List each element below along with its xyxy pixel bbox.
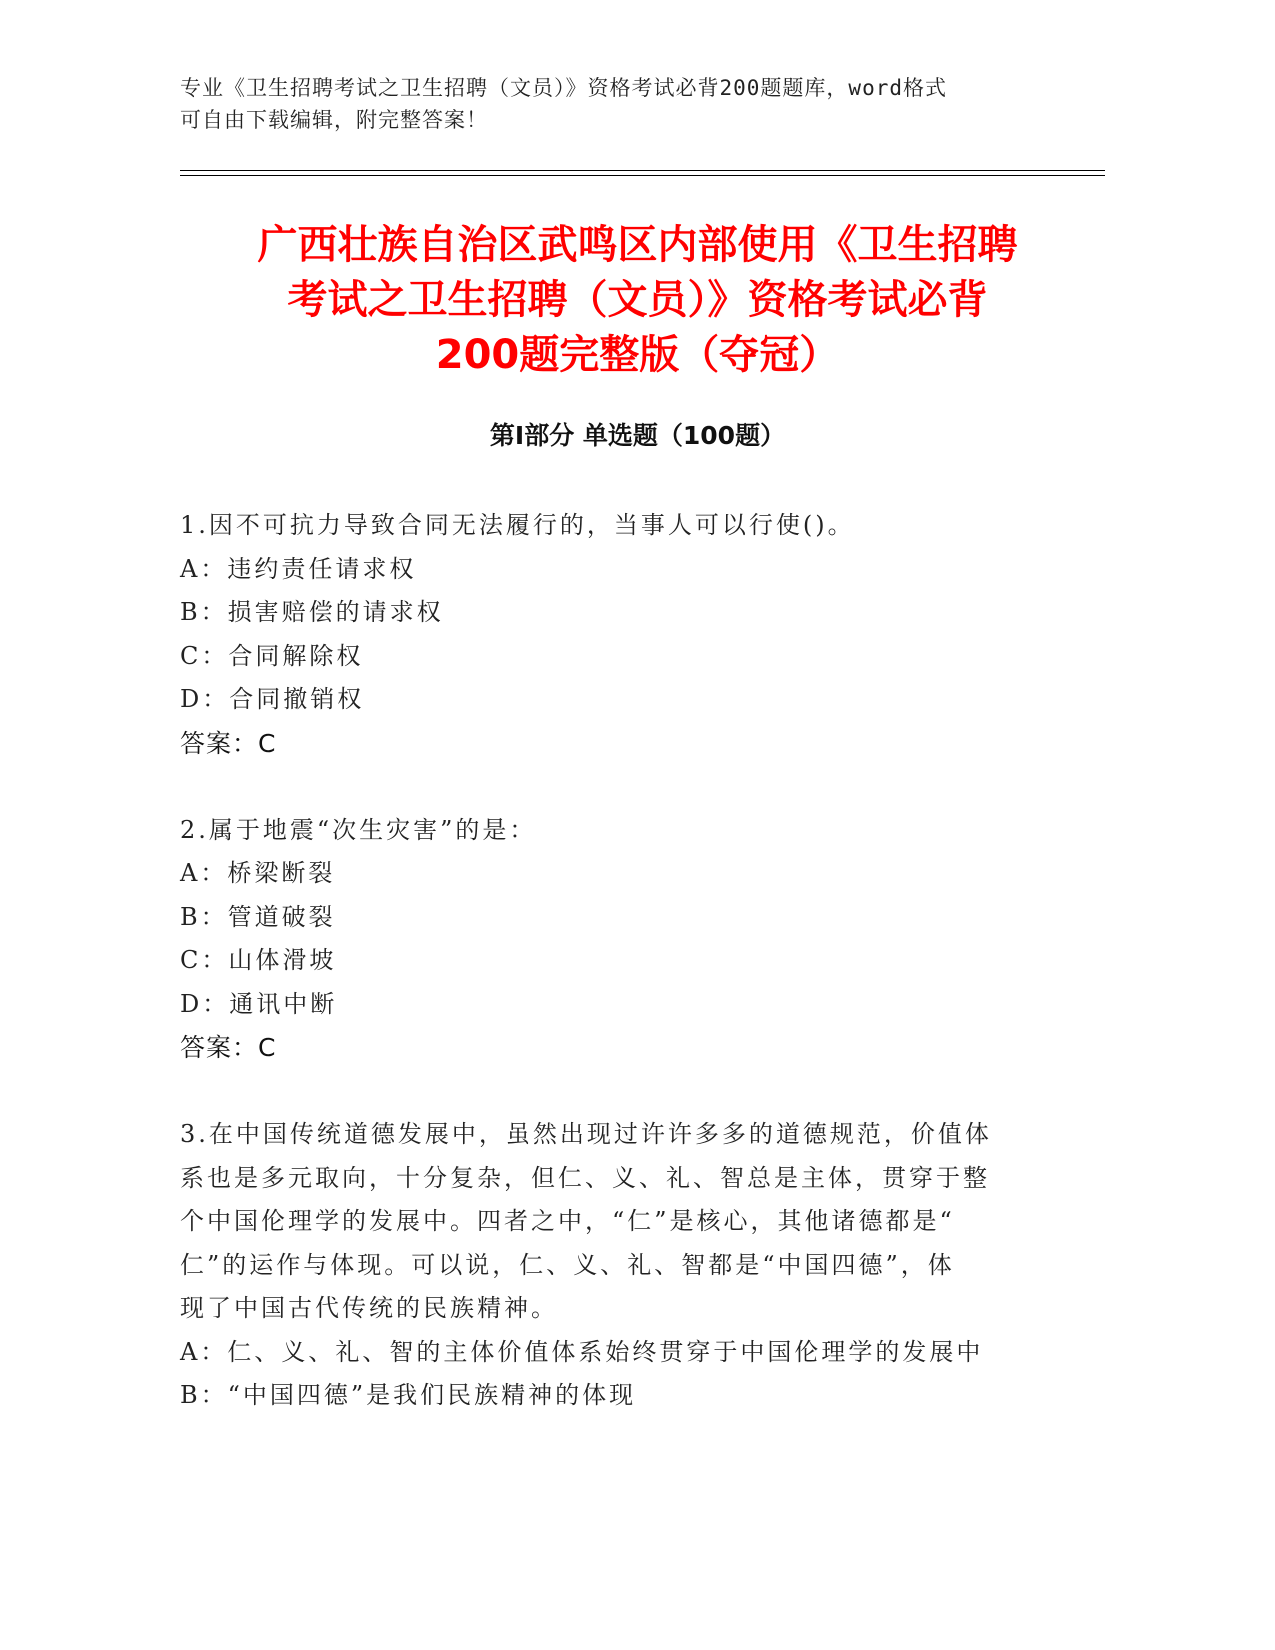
- option-b: B：“中国四德”是我们民族精神的体现: [180, 1381, 637, 1409]
- question-stem: 1.因不可抗力导致合同无法履行的，当事人可以行使()。: [180, 511, 855, 539]
- document-title-line: 广西壮族自治区武鸣区内部使用《卫生招聘: [257, 222, 1018, 268]
- answer: 答案：C: [180, 1033, 277, 1062]
- document-title-line: 200题完整版（夺冠）: [435, 332, 840, 378]
- question-stem-line: 仁”的运作与体现。可以说，仁、义、礼、智都是“中国四德”，体: [180, 1250, 955, 1279]
- option-b: B：损害赔偿的请求权: [180, 598, 444, 626]
- option-a: A：违约责任请求权: [180, 554, 417, 583]
- option-b: B：管道破裂: [180, 902, 336, 931]
- question-2: [180, 809, 1080, 1070]
- question-stem: 2.属于地震“次生灾害”的是：: [180, 815, 537, 844]
- header-note-line: 专业《卫生招聘考试之卫生招聘（文员）》资格考试必背200题题库，word格式: [180, 76, 947, 100]
- section-title: 第I部分 单选题（100题）: [489, 421, 786, 450]
- option-a: A：桥梁断裂: [180, 859, 336, 887]
- question-stem-line: 3.在中国传统道德发展中，虽然出现过许许多多的道德规范，价值体: [180, 1120, 992, 1148]
- header-divider-bottom: [180, 175, 1105, 176]
- question-stem-line: 系也是多元取向，十分复杂，但仁、义、礼、智总是主体，贯穿于整: [180, 1163, 990, 1192]
- header-divider-top: [180, 170, 1105, 171]
- option-a: A：仁、义、礼、智的主体价值体系始终贯穿于中国伦理学的发展中: [180, 1337, 984, 1366]
- document-title: [150, 218, 1125, 383]
- document-title-line: 考试之卫生招聘（文员）》资格考试必背: [287, 277, 988, 323]
- question-stem-line: 个中国伦理学的发展中。四者之中，“仁”是核心，其他诸德都是“: [180, 1207, 955, 1235]
- question-3: [180, 1113, 1080, 1418]
- header-note-line: 可自由下载编辑，附完整答案！: [180, 108, 488, 132]
- option-c: C：山体滑坡: [180, 946, 337, 974]
- question-stem-line: 现了中国古代传统的民族精神。: [180, 1294, 558, 1322]
- question-1: [180, 504, 1080, 765]
- option-d: D：通讯中断: [180, 989, 338, 1018]
- header-note: [180, 72, 1080, 136]
- answer: 答案：C: [180, 728, 277, 758]
- question-list: [180, 504, 1080, 1461]
- option-d: D：合同撤销权: [180, 685, 365, 713]
- option-c: C：合同解除权: [180, 641, 364, 670]
